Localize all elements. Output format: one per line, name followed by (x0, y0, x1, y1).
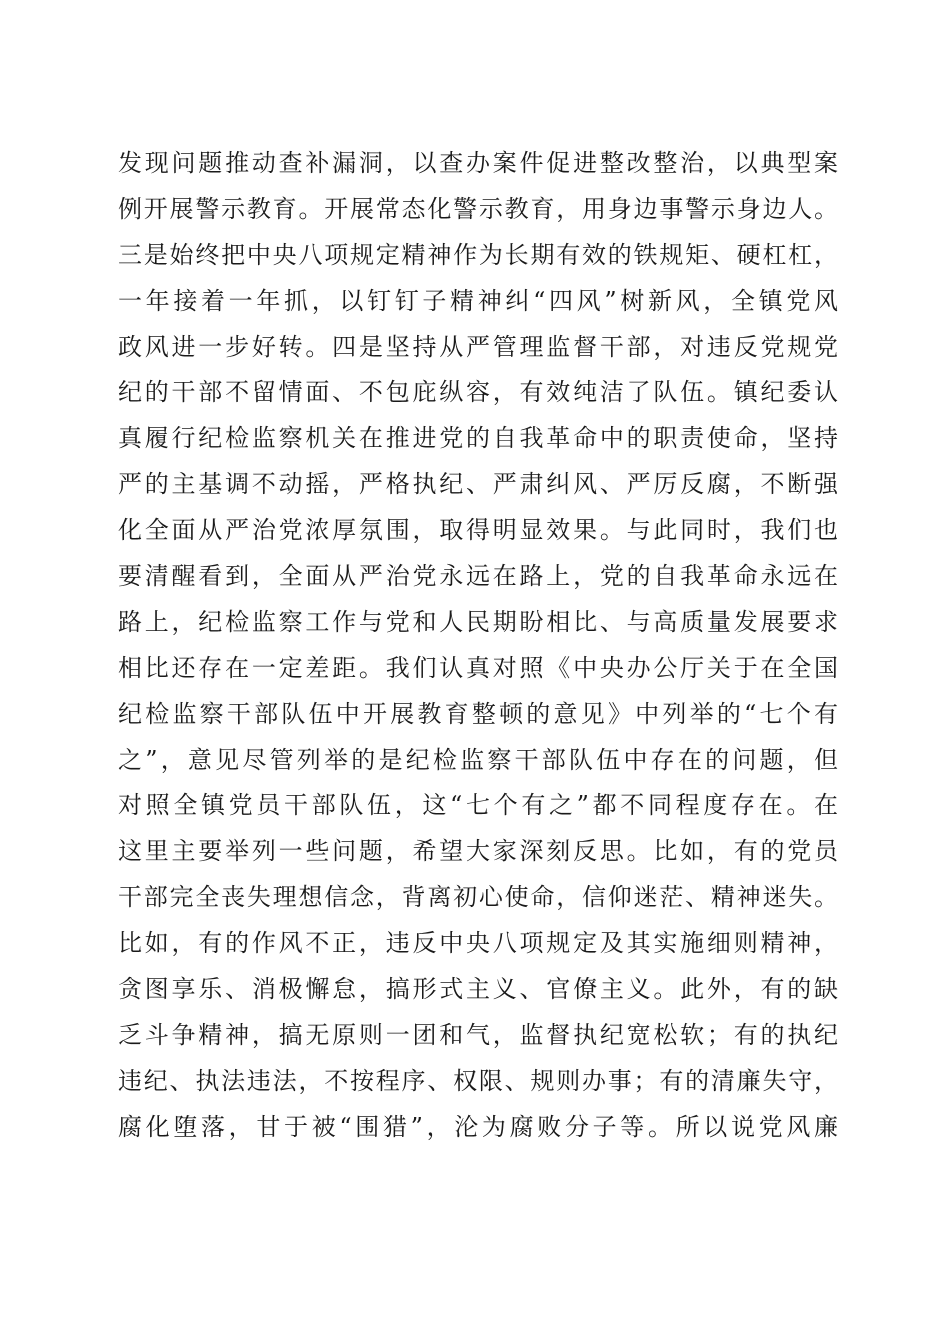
body-text (118, 141, 838, 1151)
text-line: 违纪、执法违法，不按程序、权限、规则办事；有的清廉失守， (118, 1066, 838, 1095)
text-line: 比如，有的作风不正，违反中央八项规定及其实施细则精神， (118, 929, 838, 958)
text-line: 腐化堕落，甘于被“围猎”，沦为腐败分子等。所以说党风廉 (118, 1112, 838, 1141)
text-line: 政风进一步好转。四是坚持从严管理监督干部，对违反党规党 (118, 332, 838, 361)
text-line: 这里主要举列一些问题，希望大家深刻反思。比如，有的党员 (118, 837, 838, 866)
text-line: 纪的干部不留情面、不包庇纵容，有效纯洁了队伍。镇纪委认 (118, 378, 838, 407)
text-line: 之”，意见尽管列举的是纪检监察干部队伍中存在的问题，但 (118, 745, 838, 774)
text-line: 相比还存在一定差距。我们认真对照《中央办公厅关于在全国 (118, 653, 838, 682)
text-line: 干部完全丧失理想信念，背离初心使命，信仰迷茫、精神迷失。 (118, 883, 838, 912)
text-line: 纪检监察干部队伍中开展教育整顿的意见》中列举的“七个有 (118, 699, 838, 728)
text-line: 路上，纪检监察工作与党和人民期盼相比、与高质量发展要求 (118, 607, 838, 636)
text-line: 一年接着一年抓，以钉钉子精神纠“四风”树新风，全镇党风 (118, 286, 838, 315)
text-line: 例开展警示教育。开展常态化警示教育，用身边事警示身边人。 (118, 194, 838, 223)
text-line: 乏斗争精神，搞无原则一团和气，监督执纪宽松软；有的执纪 (118, 1020, 838, 1049)
text-line: 严的主基调不动摇，严格执纪、严肃纠风、严厉反腐，不断强 (118, 470, 838, 499)
text-line: 贪图享乐、消极懈怠，搞形式主义、官僚主义。此外，有的缺 (118, 975, 838, 1004)
text-line: 真履行纪检监察机关在推进党的自我革命中的职责使命，坚持 (118, 424, 838, 453)
text-line: 发现问题推动查补漏洞，以查办案件促进整改整治，以典型案 (118, 149, 838, 177)
text-line: 要清醒看到，全面从严治党永远在路上，党的自我革命永远在 (118, 562, 838, 591)
text-line: 对照全镇党员干部队伍，这“七个有之”都不同程度存在。在 (118, 791, 838, 820)
text-line: 化全面从严治党浓厚氛围，取得明显效果。与此同时，我们也 (118, 516, 838, 545)
text-line: 三是始终把中央八项规定精神作为长期有效的铁规矩、硬杠杠， (118, 240, 838, 269)
